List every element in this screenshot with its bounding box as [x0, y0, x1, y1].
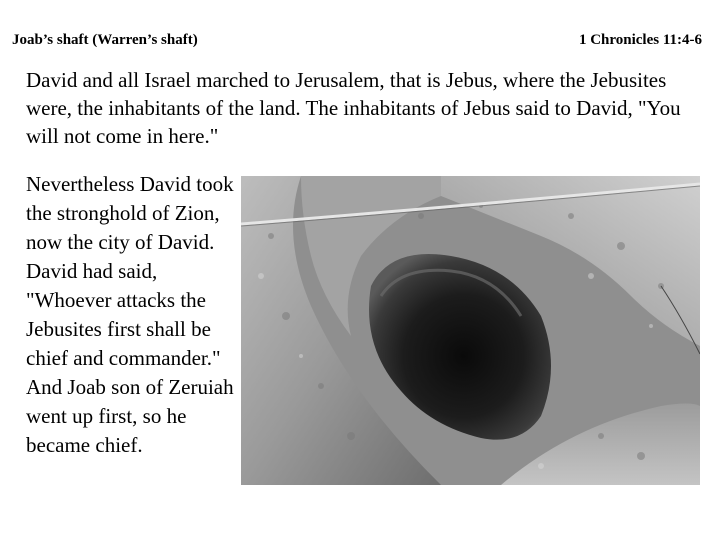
intro-paragraph: David and all Israel marched to Jerusalem, that is Jebus, where the Jebusites were, the inhabitants of the land. The inhabitants of Jebus said to David, "You will not come in here.": [26, 68, 681, 148]
slide-title: Joab’s shaft (Warren’s shaft): [12, 32, 198, 48]
scripture-reference: 1 Chronicles 11:4-6: [578, 32, 702, 48]
narrative-paragraph: Nevertheless David took the stronghold of Zion, now the city of David. David had said, "Whoever attacks the Jebusites first shall be chief and commander." And Joab son of Zeruiah went up first, so he became chief.: [26, 172, 234, 457]
shaft-photo: [241, 176, 700, 485]
shaft-photo-image: [241, 176, 700, 485]
